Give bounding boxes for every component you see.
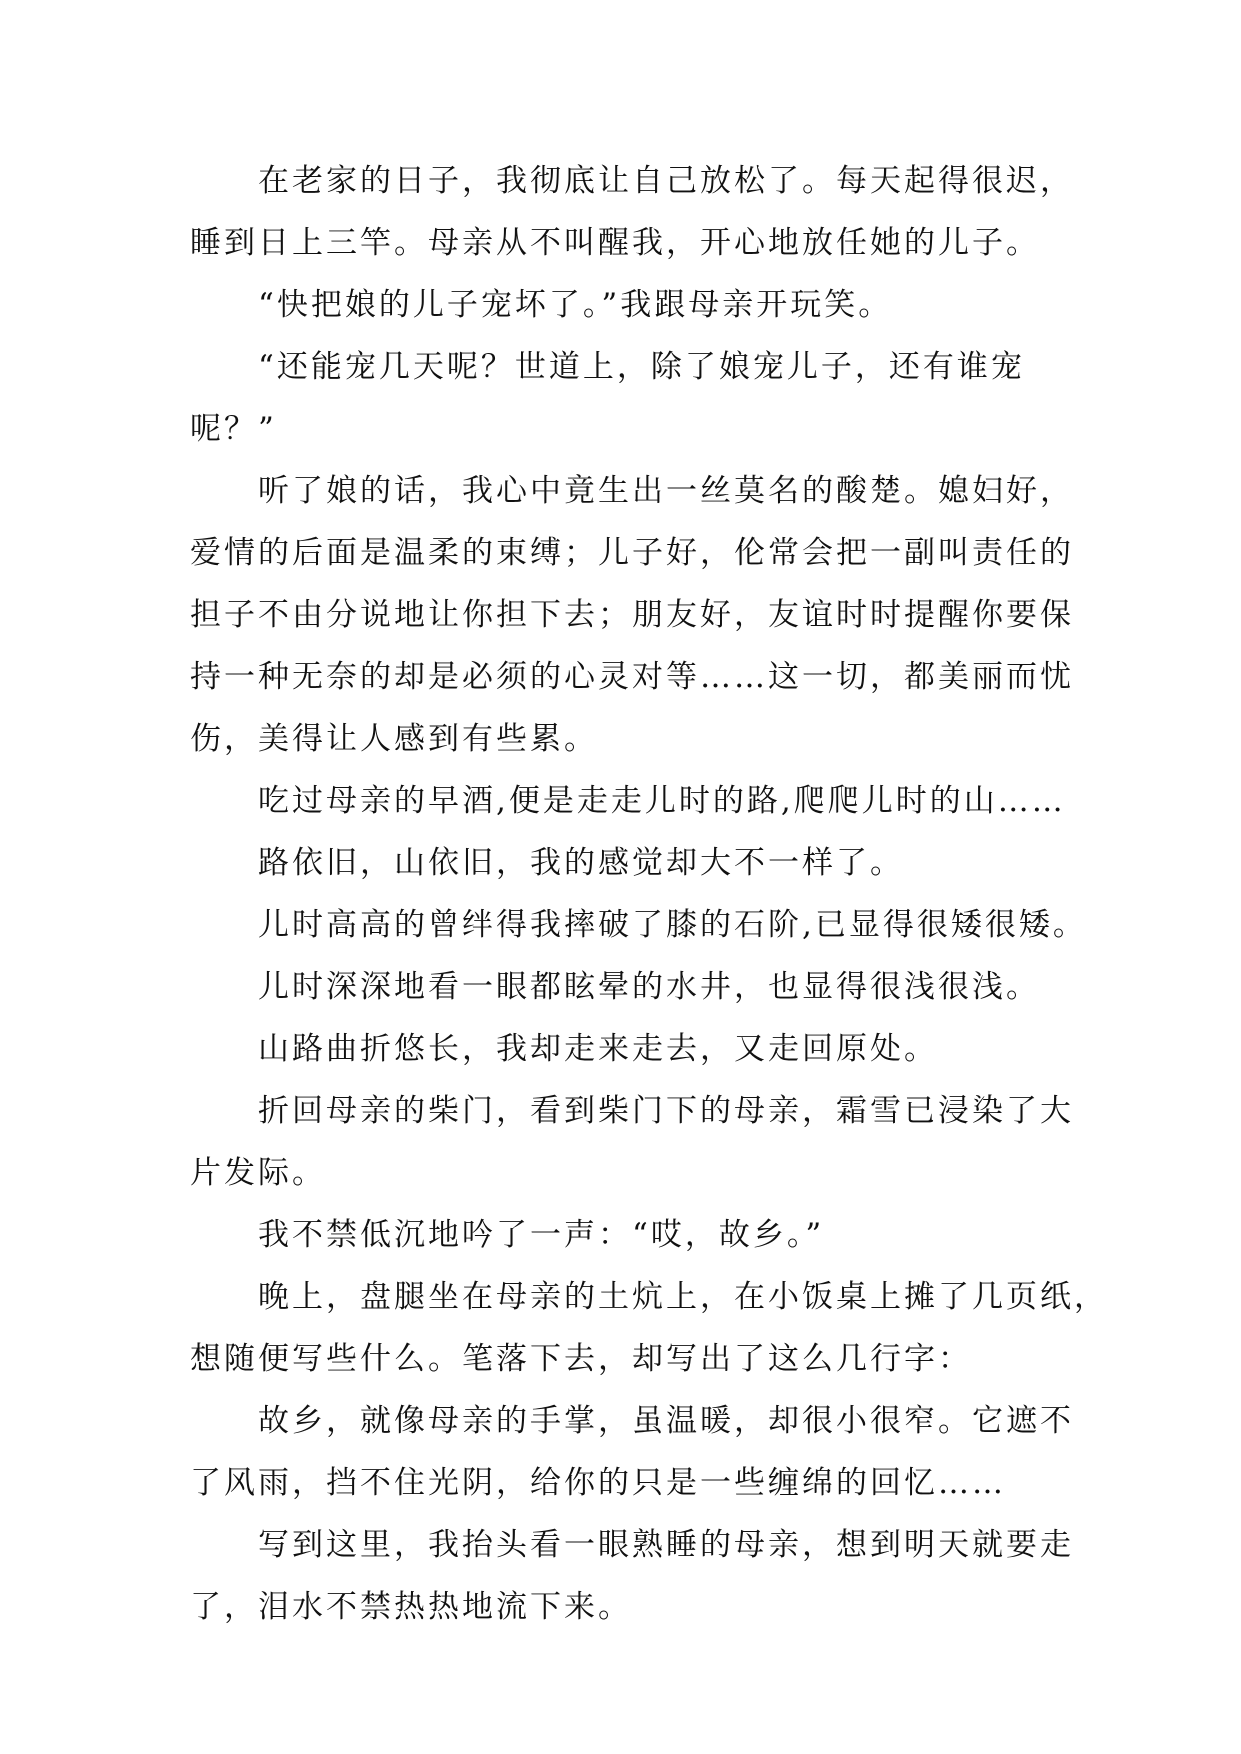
text-line: “快把娘的儿子宠坏了。”我跟母亲开玩笑。 xyxy=(258,287,893,323)
text-line: 听了娘的话，我心中竟生出一丝莫名的酸楚。媳妇好， xyxy=(258,473,1074,509)
text-line: 山路曲折悠长，我却走来走去，又走回原处。 xyxy=(258,1031,938,1067)
text-line: 伤，美得让人感到有些累。 xyxy=(190,721,598,757)
text-line: 了风雨，挡不住光阴，给你的只是一些缠绵的回忆…… xyxy=(190,1465,1006,1501)
text-line: 睡到日上三竿。母亲从不叫醒我，开心地放任她的儿子。 xyxy=(190,225,1040,261)
text-line: 晚上，盘腿坐在母亲的土炕上，在小饭桌上摊了几页纸， xyxy=(258,1279,1108,1315)
text-line: 儿时深深地看一眼都眩晕的水井，也显得很浅很浅。 xyxy=(258,969,1040,1005)
text-line: 想随便写些什么。笔落下去，却写出了这么几行字： xyxy=(190,1341,972,1377)
text-line: 故乡，就像母亲的手掌，虽温暖，却很小很窄。它遮不 xyxy=(258,1403,1074,1439)
text-line: 折回母亲的柴门，看到柴门下的母亲，霜雪已浸染了大 xyxy=(258,1093,1074,1129)
text-line: 写到这里，我抬头看一眼熟睡的母亲，想到明天就要走 xyxy=(258,1527,1074,1563)
text-line: 片发际。 xyxy=(190,1155,326,1191)
text-line: 了，泪水不禁热热地流下来。 xyxy=(190,1589,632,1625)
text-line: 爱情的后面是温柔的束缚；儿子好，伦常会把一副叫责任的 xyxy=(190,535,1074,571)
text-line: “还能宠几天呢？世道上，除了娘宠儿子，还有谁宠 xyxy=(258,349,1025,385)
text-line: 我不禁低沉地吟了一声：“哎，故乡。” xyxy=(258,1217,825,1253)
text-line: 呢？” xyxy=(190,411,277,447)
text-line: 儿时高高的曾绊得我摔破了膝的石阶,已显得很矮很矮。 xyxy=(258,907,1087,943)
text-line: 在老家的日子，我彻底让自己放松了。每天起得很迟， xyxy=(258,163,1074,199)
text-line: 担子不由分说地让你担下去；朋友好，友谊时时提醒你要保 xyxy=(190,597,1074,633)
text-line: 持一种无奈的却是必须的心灵对等……这一切，都美丽而忧 xyxy=(190,659,1074,695)
document-body xyxy=(190,150,1108,1638)
text-line: 路依旧，山依旧，我的感觉却大不一样了。 xyxy=(258,845,904,881)
text-line: 吃过母亲的早酒,便是走走儿时的路,爬爬儿时的山…… xyxy=(258,783,1066,819)
